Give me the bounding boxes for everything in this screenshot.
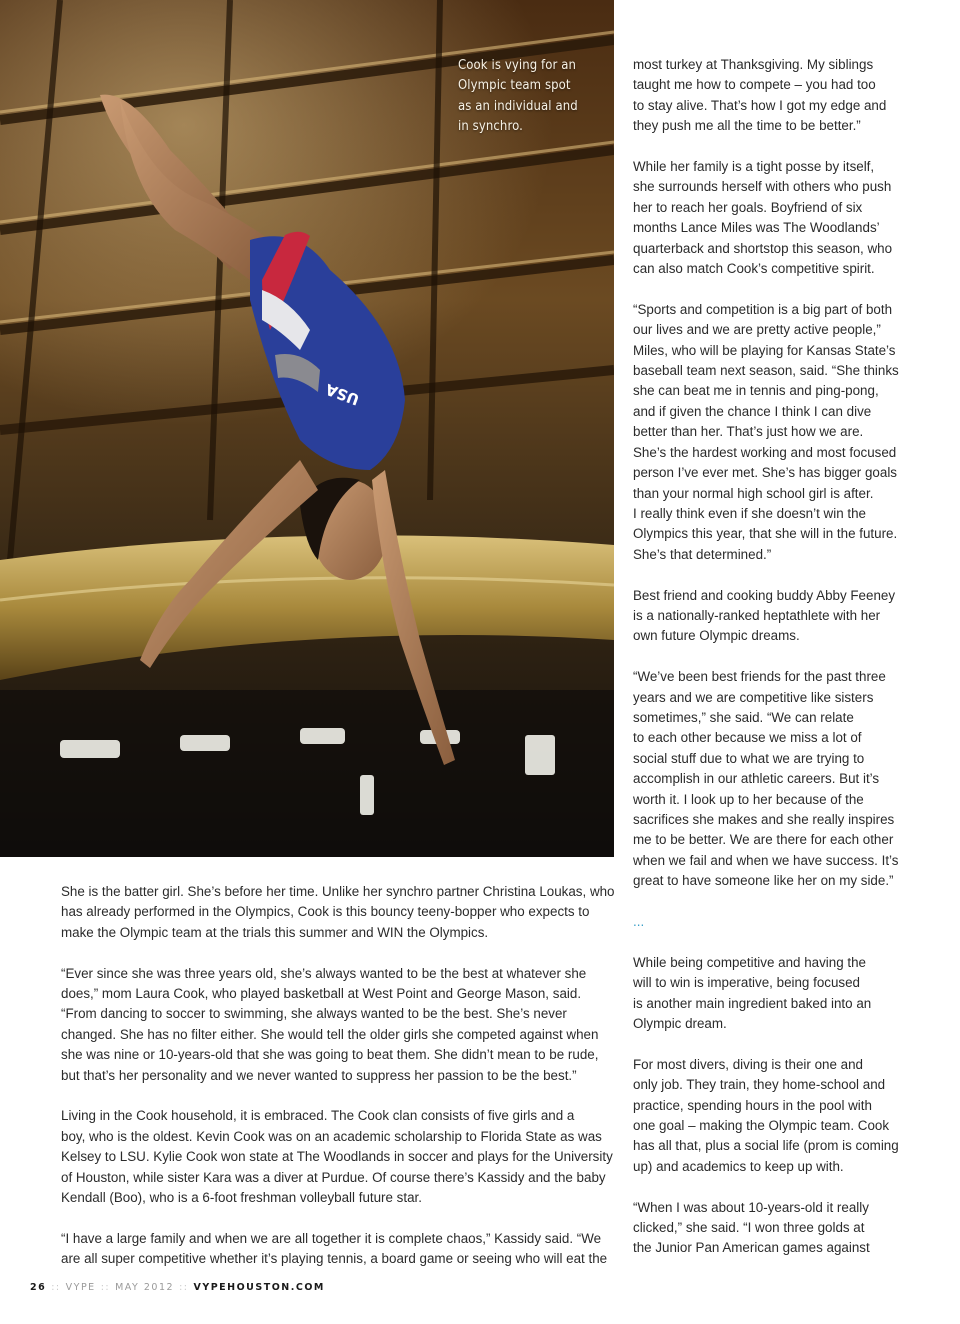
text-line: worth it. I look up to her because of the [633,791,864,807]
text-line: sometimes,” she said. “We can relate [633,709,854,725]
issue-date: MAY 2012 [115,1282,175,1293]
text-line: she was nine or 10-years-old that she was going to beat them. She didn’t mean to be rude, [61,1047,599,1063]
text-line: than your normal high school girl is after. [633,485,874,501]
footer-divider: :: [100,1282,111,1293]
diver-photo [0,0,614,857]
text-line: accomplish in our athletic careers. But it’s [633,771,880,787]
footer-divider: :: [179,1282,189,1293]
caption-line: Cook is vying for an [458,58,577,73]
text-line: She’s the hardest working and most focused [633,444,897,460]
text-line: sacrifices she makes and she really inspires [633,811,895,827]
text-line: She’s that determined.” [633,546,772,562]
text-line: is a nationally-ranked heptathlete with her [633,607,881,623]
text-line: Living in the Cook household, it is embraced. The Cook clan consists of five girls and a [61,1108,575,1124]
paragraph [61,882,621,943]
text-line: For most divers, diving is their one and [633,1056,863,1072]
text-line: Kelsey to LSU. Kylie Cook won state at The Woodlands in soccer and plays for the University [61,1149,613,1165]
paragraph [633,55,923,137]
text-line: “We’ve been best friends for the past three [633,669,886,685]
section-separator: ... [633,913,645,929]
text-line: practice, spending hours in the pool with [633,1097,872,1113]
paragraph [633,300,923,565]
text-line: Olympics this year, that she will in the future. [633,526,898,542]
footer-divider: :: [51,1282,61,1293]
text-line: she can beat me in tennis and ping-pong, [633,383,879,399]
text-line: While her family is a tight posse by itself, [633,159,875,175]
text-line: person I’ve ever met. She’s has bigger goals [633,465,897,481]
text-line: Best friend and cooking buddy Abby Feeney [633,587,896,603]
text-line: While being competitive and having the [633,954,866,970]
text-line: “Ever since she was three years old, she’s always wanted to be the best at whatever she [61,965,587,981]
text-line: I really think even if she doesn’t win the [633,505,866,521]
text-line: Kendall (Boo), who is a 6-foot freshman volleyball future star. [61,1190,422,1206]
text-line: will to win is imperative, being focused [633,975,861,991]
text-line: me to be better. We are there for each other [633,832,894,848]
page-footer [30,1282,325,1293]
text-line: to each other because we miss a lot of [633,730,862,746]
text-line: months Lance Miles was The Woodlands’ [633,220,880,236]
bottom-column [61,882,621,1290]
text-line: better than her. That’s just how we are. [633,424,864,440]
text-line: “I have a large family and when we are all together it is complete chaos,” Kassidy said. “We [61,1230,602,1246]
text-line: is another main ingredient baked into an [633,995,872,1011]
text-line: boy, who is the oldest. Kevin Cook was on an academic scholarship to Florida State as was [61,1128,602,1144]
text-line: most turkey at Thanksgiving. My siblings [633,57,874,72]
text-line: and if given the chance I think I can dive [633,403,872,419]
text-line: “Sports and competition is a big part of both [633,301,893,317]
text-line: up) and academics to keep up with. [633,1158,844,1174]
text-line: our lives and we are pretty active people,” [633,322,881,338]
text-line: when we fail and when we have success. It’s [633,852,899,868]
text-line: great to have someone like her on my side.” [633,873,894,889]
paragraph [633,586,923,647]
website-link[interactable]: VYPEHOUSTON.COM [193,1282,325,1293]
text-line: clicked,” she said. “I won three golds at [633,1220,865,1236]
text-line: quarterback and shortstop this season, who [633,240,893,256]
paragraph [61,1229,621,1270]
text-line: her to reach her goals. Boyfriend of six [633,199,863,215]
text-line: years and we are competitive like sisters [633,689,874,705]
page-number: 26 [30,1282,47,1293]
text-line: social stuff due to what we are trying to [633,750,865,766]
caption-line: Olympic team spot [458,78,571,94]
text-line: they push me all the time to be better.” [633,118,861,134]
paragraph [633,1055,923,1177]
paragraph [61,1106,621,1208]
text-line: to stay alive. That’s how I got my edge and [633,97,887,113]
caption-line: as an individual and [458,98,578,114]
text-line: the Junior Pan American games against [633,1240,870,1256]
text-line: of Houston, while sister Kara was a diver at Purdue. Of course there’s Kassidy and the baby [61,1169,606,1185]
text-line: can also match Cook’s competitive spirit. [633,261,875,277]
magazine-name: VYPE [65,1282,96,1293]
text-line: Olympic dream. [633,1016,727,1031]
text-line: make the Olympic team at the trials this summer and WIN the Olympics. [61,924,489,940]
paragraph [61,964,621,1086]
text-line: one goal – making the Olympic team. Cook [633,1118,890,1134]
text-line: taught me how to compete – you had too [633,77,876,93]
photo-caption [458,56,598,137]
text-line: baseball team next season, said. “She thinks [633,363,899,379]
text-line: “From dancing to soccer to swimming, she always wanted to be the best. She’s never [61,1006,567,1022]
text-line: own future Olympic dreams. [633,628,800,644]
text-line: Miles, who will be playing for Kansas State’s [633,342,896,358]
text-line: does,” mom Laura Cook, who played basketball at West Point and George Mason, said. [61,986,582,1002]
text-line: but that’s her personality and we never wanted to suppress her passion to be the best.” [61,1067,577,1083]
paragraph [633,953,923,1035]
text-line: She is the batter girl. She’s before her time. Unlike her synchro partner Christina Loukas, who [61,884,615,899]
text-line: are all super competitive whether it’s playing tennis, a board game or seeing who will eat the [61,1251,608,1267]
text-line: only job. They train, they home-school and [633,1077,886,1093]
caption-line: in synchro. [458,118,523,134]
text-line: has all that, plus a social life (prom is coming [633,1138,899,1154]
text-line: she surrounds herself with others who push [633,179,892,195]
text-line: “When I was about 10-years-old it really [633,1199,869,1215]
paragraph [633,667,923,891]
text-line: has already performed in the Olympics, Cook is this bouncy teeny-bopper who expects to [61,904,590,920]
paragraph [633,157,923,279]
right-column [633,55,923,1279]
text-line: changed. She has no filter either. She would tell the older girls she competed against when [61,1026,599,1042]
paragraph [633,1198,923,1259]
suit-text: USA [323,380,362,409]
